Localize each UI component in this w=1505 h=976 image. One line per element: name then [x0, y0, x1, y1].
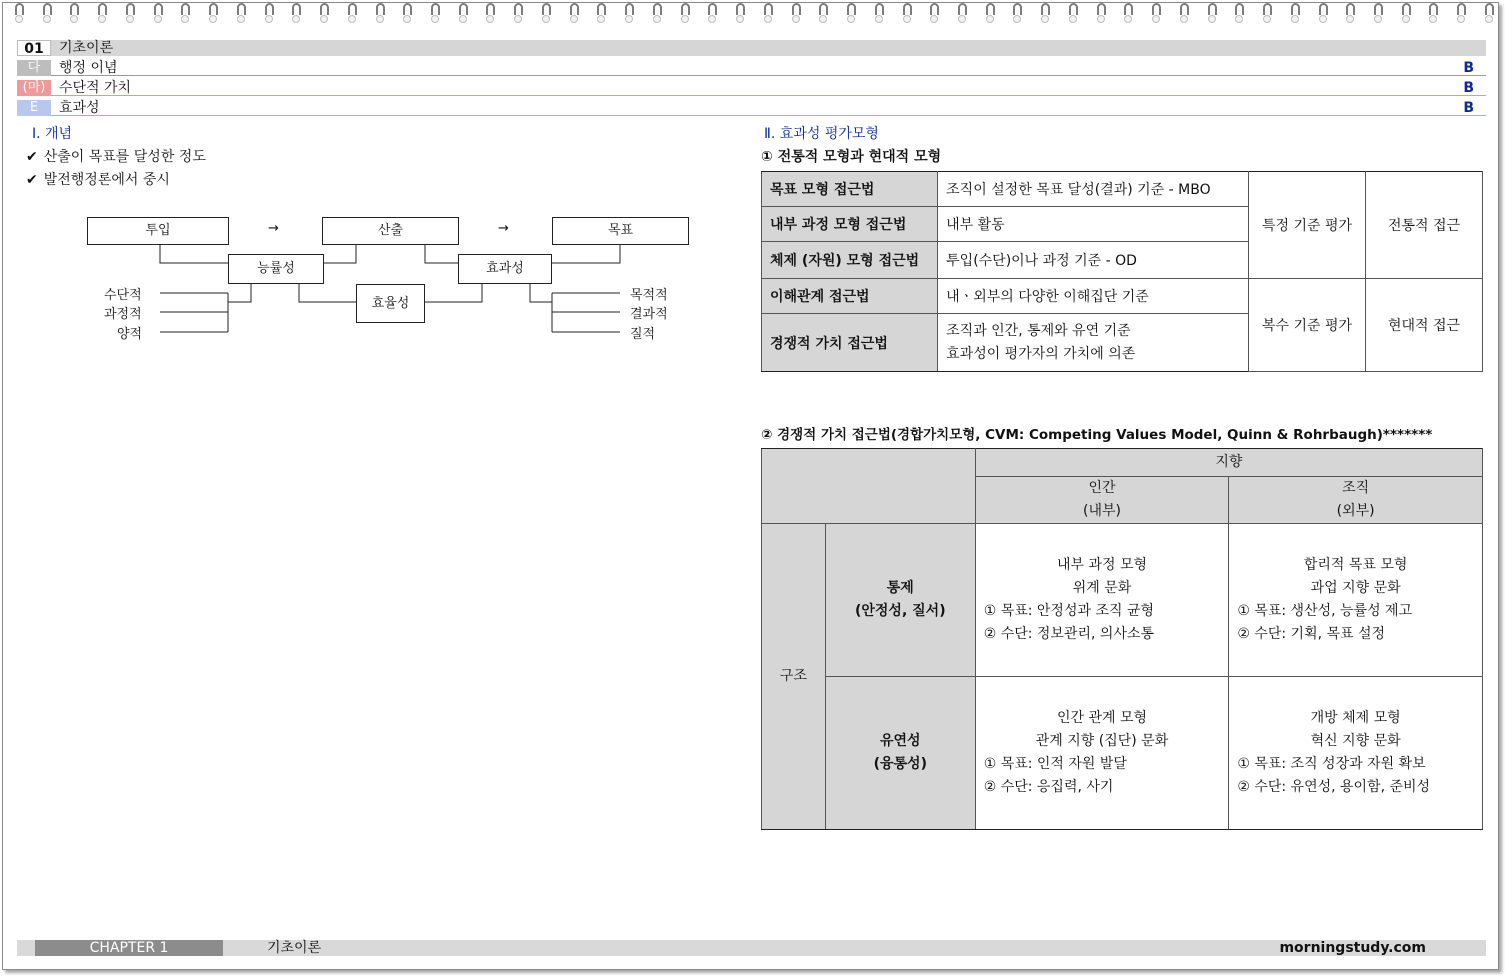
topic-text: 수단적 가치 [59, 80, 132, 96]
topic-grade: B [1463, 60, 1474, 76]
binding-ring [1123, 0, 1133, 26]
cell-line: ② 수단: 유연성, 용이함, 준비성 [1237, 779, 1431, 795]
cell-line: (내부) [1083, 503, 1121, 519]
binding-ring [985, 0, 995, 26]
table-cell: 지향 [975, 449, 1482, 477]
binding-ring [763, 0, 773, 26]
topic-grade: B [1463, 80, 1474, 96]
cell-line: (안정성, 질서) [854, 603, 946, 619]
cell-line: 인간 관계 모형 [1056, 710, 1148, 726]
table-cell: 내부 과정 모형 접근법 [762, 207, 938, 242]
table-cell: 내부 활동 [938, 207, 1249, 242]
binding-ring [1012, 0, 1022, 26]
binding-ring [97, 0, 107, 26]
label-qualitative: 질적 [630, 327, 656, 342]
table-cell: 체제 (자원) 모형 접근법 [762, 242, 938, 279]
binding-ring [180, 0, 190, 26]
table-row [762, 172, 1483, 207]
box-productivity: 능률성 [228, 254, 324, 284]
table-row [762, 677, 1483, 830]
binding-ring [1290, 0, 1300, 26]
binding-ring [1484, 0, 1494, 26]
topic-tag: (마) [17, 80, 51, 96]
binding-ring [430, 0, 440, 26]
cell-line: 관계 지향 (집단) 문화 [1035, 733, 1169, 749]
table-row [762, 524, 1483, 677]
cell-line: (융통성) [873, 756, 927, 772]
binding-ring [818, 0, 828, 26]
binding-ring [1373, 0, 1383, 26]
binding-ring [153, 0, 163, 26]
topic-tag: 다 [17, 60, 51, 76]
binding-ring [1096, 0, 1106, 26]
sub-title-2: ② 경쟁적 가치 접근법(경합가치모형, CVM: Competing Values Model, Quinn & Rohrbaugh)******* [761, 427, 1433, 443]
cell-line: 위계 문화 [1072, 580, 1132, 596]
cell-line: 개방 체제 모형 [1310, 710, 1401, 726]
binding-ring [707, 0, 717, 26]
binding-ring [846, 0, 856, 26]
table-cell: 구조 [762, 524, 826, 830]
quadrant-rational-goal [1229, 524, 1483, 677]
arrow-2: → [498, 221, 509, 236]
footer-site: morningstudy.com [1279, 940, 1426, 956]
binding-ring [596, 0, 606, 26]
cell-line: 통제 [886, 580, 914, 596]
binding-ring [264, 0, 274, 26]
binding-ring [125, 0, 135, 26]
cell-line: ① 목표: 생산성, 능률성 제고 [1237, 603, 1413, 619]
table-cell: 투입(수단)이나 과정 기준 - OD [938, 242, 1249, 279]
table-cell: 전통적 접근 [1366, 172, 1483, 279]
binding-ring [319, 0, 329, 26]
quadrant-open-system [1229, 677, 1483, 830]
chapter-number: 01 [17, 40, 51, 56]
cell-line: 유연성 [880, 733, 921, 749]
topic-row-3 [17, 100, 1486, 116]
cell-line: 혁신 지향 문화 [1310, 733, 1401, 749]
binding-ring [485, 0, 495, 26]
binding-ring [735, 0, 745, 26]
binding-ring [458, 0, 468, 26]
binding-ring [1179, 0, 1189, 26]
binding-ring [929, 0, 939, 26]
binding-ring [42, 0, 52, 26]
binding-ring [680, 0, 690, 26]
table-cell: 복수 기준 평가 [1249, 279, 1366, 372]
binding-ring [902, 0, 912, 26]
section-eval-title: Ⅱ. 효과성 평가모형 [764, 126, 879, 142]
topic-row-2 [17, 80, 1486, 96]
effectiveness-diagram [80, 210, 700, 350]
table-cell: 내ㆍ외부의 다양한 이해집단 기준 [938, 279, 1249, 314]
topic-grade: B [1463, 100, 1474, 116]
binding-ring [69, 0, 79, 26]
section-concept-title: Ⅰ. 개념 [32, 126, 73, 142]
binding-ring [1428, 0, 1438, 26]
binding-ring [652, 0, 662, 26]
cell-line: 인간 [1088, 480, 1116, 496]
cell-line: ② 수단: 응집력, 사기 [983, 779, 1114, 795]
cell-line: ① 목표: 조직 성장과 자원 확보 [1237, 756, 1426, 772]
binding-ring [14, 0, 24, 26]
binding-ring [624, 0, 634, 26]
bullet-text: 산출이 목표를 달성한 정도 [43, 149, 206, 165]
arrow-1: → [268, 221, 279, 236]
cell-line: 내부 과정 모형 [1056, 557, 1148, 573]
binding-ring [236, 0, 246, 26]
bullet-1 [26, 146, 206, 166]
table-cell [825, 524, 975, 677]
cell-line: 합리적 목표 모형 [1303, 557, 1408, 573]
bullet-2 [26, 169, 170, 189]
spiral-binding [14, 0, 1494, 28]
binding-ring [375, 0, 385, 26]
cell-line: ② 수단: 정보관리, 의사소통 [983, 626, 1154, 642]
binding-ring [1068, 0, 1078, 26]
binding-ring [1040, 0, 1050, 26]
binding-ring [291, 0, 301, 26]
chapter-title: 기초이론 [59, 40, 114, 56]
binding-ring [791, 0, 801, 26]
box-goal: 목표 [552, 217, 689, 245]
footer-title: 기초이론 [267, 940, 322, 956]
table-cell: 이해관계 접근법 [762, 279, 938, 314]
cell-line: ① 목표: 인적 자원 발달 [983, 756, 1127, 772]
binding-ring [541, 0, 551, 26]
table-corner [762, 449, 976, 524]
chapter-header [17, 40, 1486, 56]
table-cell: 특정 기준 평가 [1249, 172, 1366, 279]
binding-ring [513, 0, 523, 26]
cell-line: ① 목표: 안정성과 조직 균형 [983, 603, 1154, 619]
label-process: 과정적 [104, 307, 142, 322]
topic-row-1 [17, 60, 1486, 76]
label-purposive: 목적적 [630, 288, 668, 303]
page-footer [17, 940, 1486, 956]
check-icon: ✔ [26, 149, 38, 165]
binding-ring [1401, 0, 1411, 26]
binding-ring [402, 0, 412, 26]
table-cell: 목표 모형 접근법 [762, 172, 938, 207]
label-quantitative: 양적 [117, 327, 143, 342]
quadrant-internal-process [975, 524, 1229, 677]
table-cell [975, 477, 1229, 524]
box-efficiency: 효율성 [356, 284, 425, 323]
cell-line: ② 수단: 기획, 목표 설정 [1237, 626, 1386, 642]
topic-tag: E [17, 100, 51, 116]
table-cell: 경쟁적 가치 접근법 [762, 314, 938, 372]
sub-title-1: ① 전통적 모형과 현대적 모형 [761, 149, 942, 165]
table-cell [1229, 477, 1483, 524]
binding-ring [1151, 0, 1161, 26]
binding-ring [957, 0, 967, 26]
table-row [762, 279, 1483, 314]
binding-ring [1234, 0, 1244, 26]
footer-chapter: CHAPTER 1 [35, 940, 223, 956]
cell-line: 조직 [1342, 480, 1370, 496]
binding-ring [1456, 0, 1466, 26]
table-cell [825, 677, 975, 830]
cell-line: 효과성이 평가자의 가치에 의존 [946, 345, 1136, 362]
cell-line: 과업 지향 문화 [1310, 580, 1401, 596]
binding-ring [1207, 0, 1217, 26]
cell-line: (외부) [1336, 503, 1375, 519]
topic-text: 행정 이념 [59, 60, 118, 76]
binding-ring [874, 0, 884, 26]
bullet-text: 발전행정론에서 중시 [43, 172, 170, 188]
cvm-table [761, 448, 1483, 830]
topic-text: 효과성 [59, 100, 100, 116]
binding-ring [1262, 0, 1272, 26]
table-cell [938, 314, 1249, 372]
model-comparison-table [761, 171, 1483, 372]
binding-ring [1345, 0, 1355, 26]
cell-line: 조직과 인간, 통제와 유연 기준 [946, 322, 1131, 339]
label-result: 결과적 [630, 307, 668, 322]
binding-ring [208, 0, 218, 26]
quadrant-human-relations [975, 677, 1229, 830]
box-effectiveness: 효과성 [458, 254, 552, 284]
binding-ring [1318, 0, 1328, 26]
table-cell: 현대적 접근 [1366, 279, 1483, 372]
label-instrumental: 수단적 [104, 288, 142, 303]
box-input: 투입 [87, 217, 229, 245]
binding-ring [569, 0, 579, 26]
check-icon: ✔ [26, 172, 38, 188]
binding-ring [347, 0, 357, 26]
table-cell: 조직이 설정한 목표 달성(결과) 기준 - MBO [938, 172, 1249, 207]
box-output: 산출 [322, 217, 459, 245]
table-row [762, 449, 1483, 477]
